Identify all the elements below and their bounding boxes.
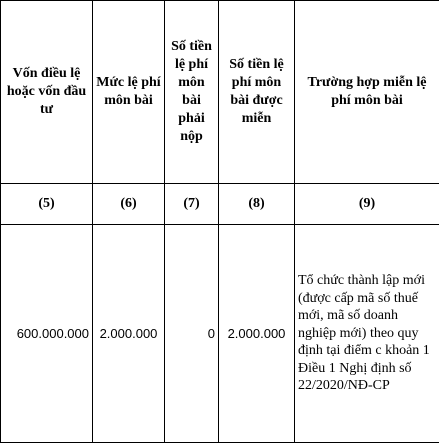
table-header-row <box>1 1 439 184</box>
header-exemption-case: Trường hợp miễn lệ phí môn bài <box>295 1 439 184</box>
header-capital: Vốn điều lệ hoặc vốn đầu tư <box>1 1 93 184</box>
fee-rate-cell: 2.000.000 <box>93 225 165 443</box>
capital-cell: 600.000.000 <box>1 225 93 443</box>
table-row <box>1 225 439 443</box>
header-fee-payable: Số tiền lệ phí môn bài phải nộp <box>165 1 219 184</box>
column-index: (7) <box>165 184 219 225</box>
column-index: (8) <box>219 184 295 225</box>
exemption-case-cell: Tổ chức thành lập mới (được cấp mã số thuế mới, mã số doanh nghiệp mới) theo quy định tại điểm c khoản 1 Điều 1 Nghị định số 22/2020/NĐ-CP <box>295 225 439 443</box>
column-index: (6) <box>93 184 165 225</box>
fee-exempted-cell: 2.000.000 <box>219 225 295 443</box>
header-fee-exempted: Số tiền lệ phí môn bài được miễn <box>219 1 295 184</box>
fee-payable-cell: 0 <box>165 225 219 443</box>
column-index: (5) <box>1 184 93 225</box>
column-index: (9) <box>295 184 439 225</box>
column-index-row <box>1 184 439 225</box>
header-fee-rate: Mức lệ phí môn bài <box>93 1 165 184</box>
